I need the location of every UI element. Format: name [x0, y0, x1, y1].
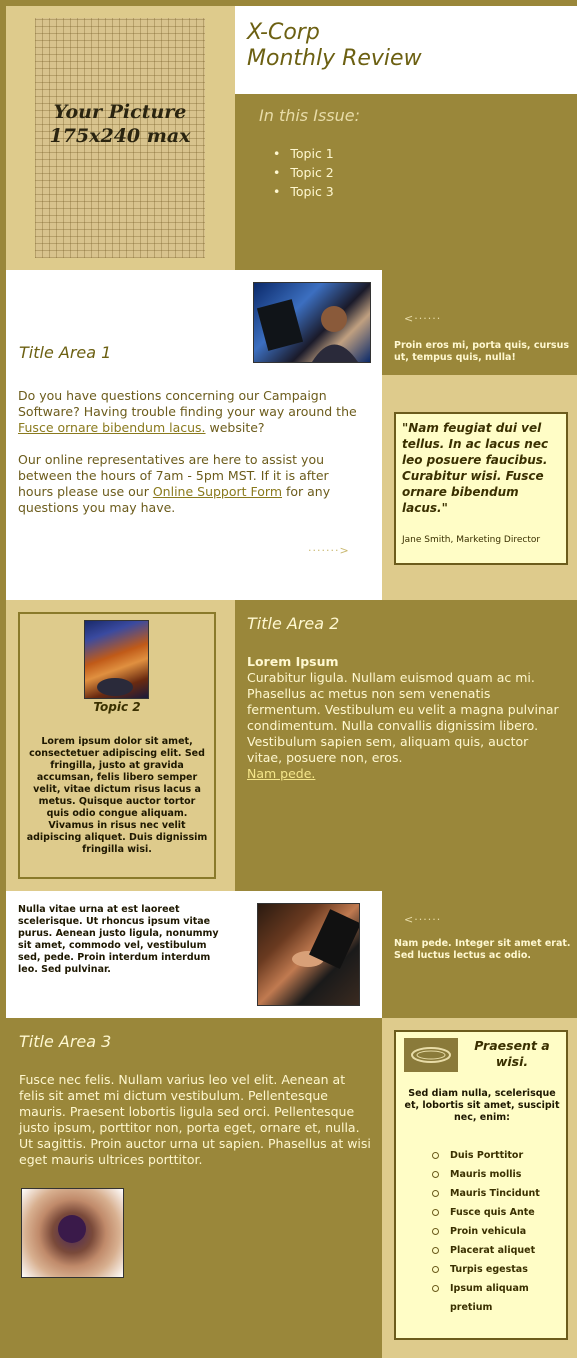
topic-item[interactable]: • Topic 1	[273, 144, 334, 163]
photo-art	[254, 283, 370, 362]
section1-main	[6, 270, 382, 600]
band-text: Nulla vitae urna at est laoreet scelerisque. Ut rhoncus ipsum vitae purus. Aenean justo ligula, nonummy sit amet, commodo vel, vestibulum sed, pede. Proin interdum interdum leo. Sed pulvinar.	[18, 904, 219, 975]
side-box-intro: Sed diam nulla, scelerisque et, lobortis sit amet, suscipit nec, enim:	[404, 1088, 560, 1123]
canyon-art	[85, 621, 148, 698]
side-list-box	[394, 1030, 568, 1340]
section3-body: Fusce nec felis. Nullam varius leo vel elit. Aenean at felis sit amet mi dictum vestibulum. Pellentesque mauris. Praesent lobortis ligula sed orci. Pellentesque justo ipsum, porttitor non, porta eget, ornare et, nulla. Ut sagittis. Proin auctor urna ut sapien. Phasellus at wisi eget mauris ultrices porttitor.	[19, 1072, 371, 1167]
section3-title: Title Area 3	[19, 1032, 112, 1051]
side-bullet-list	[440, 1146, 560, 1317]
canyon-photo	[84, 620, 149, 699]
issue-heading: In this Issue:	[259, 106, 360, 125]
quote-box	[394, 412, 568, 565]
header-picture-panel	[6, 6, 235, 270]
placeholder-line-1: Your Picture	[53, 101, 187, 123]
topic2-caption: Topic 2	[93, 700, 141, 714]
website-link[interactable]: Fusce ornare bibendum lacus.	[18, 420, 206, 435]
section1-para2	[18, 452, 363, 516]
side-box-title: Praesent a wisi.	[474, 1038, 550, 1069]
picture-placeholder-text	[35, 100, 205, 148]
newsletter-title	[247, 20, 422, 72]
para2-text-end: for any questions you may have.	[18, 484, 331, 515]
section3-side-tan	[382, 1018, 577, 1358]
ring-icon	[404, 1038, 458, 1072]
side-caption-1: Proin eros mi, porta quis, cursus ut, tempus quis, nulla!	[394, 340, 570, 363]
topic2-text: Lorem ipsum dolor sit amet, consectetuer adipiscing elit. Sed fringilla, justo at gravida accumsan, felis libero semper velit, vitae dictum risus lacus a metus. Quisque auctor tortor quis odio congue aliquam. Vivamus in risus nec velit adipiscing aliquet. Duis dignissim fringilla wisi.	[26, 736, 208, 855]
list-item: Ipsum aliquam pretium	[440, 1279, 560, 1317]
title-line-1: X-Corp	[247, 20, 320, 45]
band-main	[6, 891, 382, 1018]
back-arrow-icon[interactable]: <······	[404, 312, 442, 325]
back-arrow-icon-2[interactable]: <······	[404, 913, 442, 926]
globe-art	[22, 1189, 123, 1277]
section1-title: Title Area 1	[19, 343, 112, 362]
section2-subheading: Lorem Ipsum	[247, 654, 339, 669]
section1-para1	[18, 388, 358, 436]
topic-item[interactable]: • Topic 2	[273, 163, 334, 182]
list-item: Placerat aliquet	[440, 1241, 560, 1260]
handshake-photo	[257, 903, 360, 1006]
band-side	[382, 891, 577, 1018]
list-item: Proin vehicula	[440, 1222, 560, 1241]
business-man-photo	[253, 282, 371, 363]
para1-text-end: website?	[205, 420, 265, 435]
next-arrow-icon[interactable]: ·······>	[308, 544, 350, 557]
quote-text: "Nam feugiat dui vel tellus. In ac lacus nec leo posuere faucibus. Curabitur wisi. Fusce ornare bibendum lacus."	[402, 421, 549, 515]
masthead	[235, 6, 577, 94]
section2-side-tan	[6, 600, 235, 891]
support-form-link[interactable]: Online Support Form	[152, 484, 283, 499]
list-item: Turpis egestas	[440, 1260, 560, 1279]
section1-side-tan	[382, 375, 577, 600]
handshake-art	[258, 904, 359, 1005]
section2-body: Curabitur ligula. Nullam euismod quam ac mi. Phasellus ac metus non sem venenatis fermentum. Vestibulum eu velit a magna pulvinar condimentum. Nulla convallis dignissim libero. Vestibulum sapien sem, aliquam quis, auctor vitae, posuere non, eros.	[247, 670, 559, 765]
globe-hands-photo	[21, 1188, 124, 1278]
list-item: Mauris mollis	[440, 1165, 560, 1184]
para1-text: Do you have questions concerning our Campaign Software? Having trouble finding your way around the	[18, 388, 357, 419]
section1-side-olive	[382, 270, 577, 375]
topic-list	[273, 144, 334, 201]
topic2-box	[18, 612, 216, 879]
ring-icon-art	[404, 1038, 458, 1072]
quote-author: Jane Smith, Marketing Director	[402, 535, 541, 545]
list-item: Mauris Tincidunt	[440, 1184, 560, 1203]
topic-item[interactable]: • Topic 3	[273, 182, 334, 201]
side-caption-2: Nam pede. Integer sit amet erat. Sed luctus lectus ac odio.	[394, 938, 571, 961]
list-item: Duis Porttitor	[440, 1146, 560, 1165]
section2-link[interactable]: Nam pede.	[247, 766, 316, 781]
picture-placeholder	[35, 18, 205, 258]
placeholder-line-2: 175x240 max	[49, 125, 191, 147]
section2-title: Title Area 2	[247, 614, 340, 633]
title-line-2: Monthly Review	[247, 46, 422, 71]
para2-text: Our online representatives are here to assist you between the hours of 7am - 5pm MST. If it is after hours please use our	[18, 452, 329, 499]
list-item: Fusce quis Ante	[440, 1203, 560, 1222]
